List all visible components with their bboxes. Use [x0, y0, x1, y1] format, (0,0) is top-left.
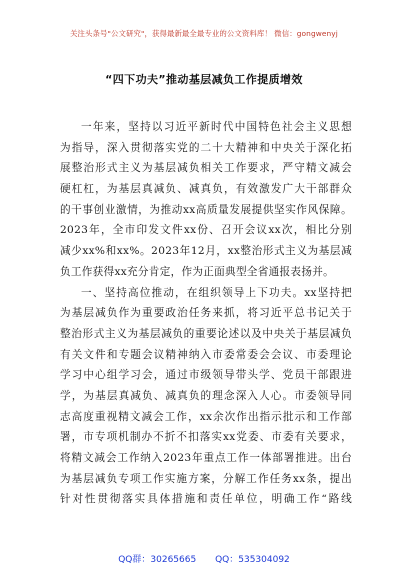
body-line: 硬杠杠，为基层真减负、减真负，有效激发广大干部群众: [60, 183, 352, 196]
body-line: 减少xx%和xx%。2023年12月，xx整治形式主义为基层减: [60, 245, 352, 258]
body-line: 学，为基层真减负、减真负的理念深入人心。市委领导同: [60, 389, 352, 402]
document-body: [60, 117, 352, 510]
promo-banner: 关注头条号"公文研究"，获得最新最全最专业的公文资料库！ 微信：gongwenyj: [70, 29, 338, 38]
contact-footer: [0, 552, 408, 565]
body-line: 署，市专项机制办不折不扣落实xx党委、市委有关要求，: [60, 431, 352, 444]
body-line: 志高度重视精文减会工作，xx余次作出指示批示和工作部: [60, 410, 352, 423]
body-line: 将精文减会工作纳入2023年重点工作一体部署推进。出台: [60, 452, 352, 464]
body-line: 学习中心组学习会，通过市级领导带头学、党员干部跟进: [60, 369, 352, 382]
body-line: 针对性贯彻落实具体措施和责任单位，明确工作“路线: [60, 493, 352, 506]
body-line: 整治形式主义为基层减负的重要论述以及中央关于基层减负: [60, 327, 352, 340]
qq-group-text: QQ群：30265665: [118, 555, 197, 565]
body-line: 有关文件和专题会议精神纳入市委常委会会议、市委理论: [60, 348, 352, 361]
body-line: 一、坚持高位推动，在组织领导上下功夫。xx坚持把: [81, 286, 352, 299]
body-line: 的干事创业激情，为推动xx高质量发展提供坚实作风保障。: [60, 203, 352, 216]
body-line: 展整治形式主义为基层减负相关工作要求，严守精文减会: [60, 162, 352, 175]
body-line: 为指导，深入贯彻落实党的二十大精神和中央关于深化拓: [60, 141, 352, 154]
body-line: 负工作获得xx充分肯定，作为正面典型全省通报表扬并。: [60, 265, 334, 278]
qq-text: QQ：535304092: [215, 555, 290, 565]
body-line: 2023年，全市印发文件xx份、召开会议xx次，相比分别: [60, 224, 352, 237]
body-line: 为基层减负作为重要政治任务来抓，将习近平总书记关于: [60, 307, 352, 320]
body-line: 一年来，坚持以习近平新时代中国特色社会主义思想: [81, 121, 352, 133]
document-title: “四下功夫”推动基层减负工作提质增效: [105, 73, 303, 86]
body-line: 为基层减负专项工作实施方案，分解工作任务xx条，提出: [60, 472, 352, 485]
